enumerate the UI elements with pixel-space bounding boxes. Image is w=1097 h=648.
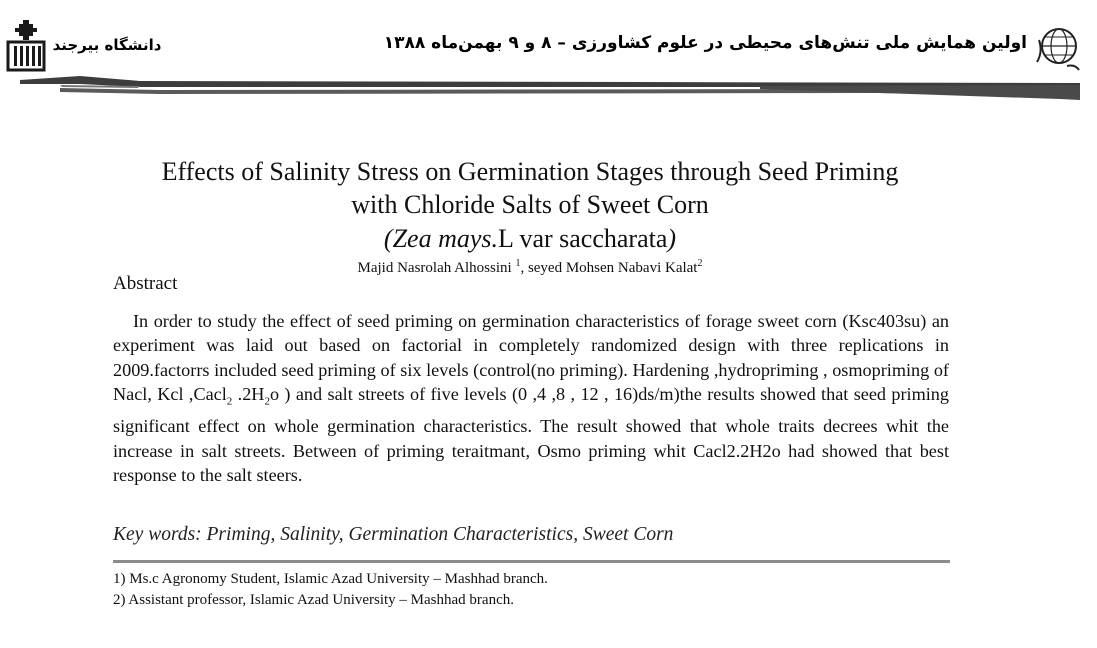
- abstract-heading: Abstract: [113, 273, 178, 294]
- keywords: Key words: Priming, Salinity, Germination Characteristics, Sweet Corn: [113, 524, 674, 545]
- author-1: Majid Nasrolah Alhossini: [357, 260, 516, 276]
- abstract-text-2: .2H: [232, 384, 265, 405]
- footnote-rule: [113, 560, 950, 563]
- university-crest-icon: [6, 20, 46, 72]
- university-name: دانشگاه بیرجند: [52, 36, 162, 54]
- author-2-mark: 2: [697, 258, 703, 269]
- paper-title: [80, 155, 980, 221]
- conference-emblem-icon: [1033, 22, 1081, 74]
- species-genus: Zea mays.: [392, 224, 499, 253]
- footnote-1: 1) Ms.c Agronomy Student, Islamic Azad University – Mashhad branch.: [113, 571, 548, 587]
- author-1-mark: 1: [515, 258, 521, 269]
- species-close-paren: ): [667, 224, 677, 253]
- species-rest: L var saccharata: [498, 224, 668, 253]
- species-name: [80, 224, 980, 254]
- header-rule: [20, 72, 1080, 106]
- conference-title: اولین همایش ملی تنش‌های محیطی در علوم کشاورزی – ۸ و ۹ بهمن‌ماه ۱۳۸۸: [383, 33, 1027, 53]
- abstract-subscript-1: 2: [226, 395, 233, 408]
- author-2: , seyed Mohsen Nabavi Kalat: [520, 260, 698, 276]
- footnote-2: 2) Assistant professor, Islamic Azad University – Mashhad branch.: [113, 592, 514, 608]
- species-open-paren: (: [383, 224, 393, 253]
- author-line: [80, 254, 980, 278]
- abstract-body: [113, 309, 949, 487]
- title-line-2: with Chloride Salts of Sweet Corn: [351, 190, 709, 219]
- title-line-1: Effects of Salinity Stress on Germination Stages through Seed Priming: [161, 157, 899, 186]
- abstract-text-3: o ) and salt streets of five levels (0 ,4 ,8 , 12 , 16)ds/m)the results showed that seed priming significant effect on whole germination characteristics. The result showed that whole traits decrees whit the increase in salt streets. Between of priming teraitmant, Osmo priming whit Cacl2.2H2o had showed that best response to the salt steers.: [113, 384, 949, 486]
- abstract-text-1: In order to study the effect of seed priming on germination characteristics of forage sweet corn (Ksc403su) an experiment was laid out based on factorial in completely randomized design with three replications in 2009.factorrs included seed priming of six levels (control(no priming). Hardening ,hydropriming , osmopriming of Nacl, Kcl ,Cacl: [113, 311, 949, 405]
- abstract-subscript-2: 2: [264, 395, 270, 408]
